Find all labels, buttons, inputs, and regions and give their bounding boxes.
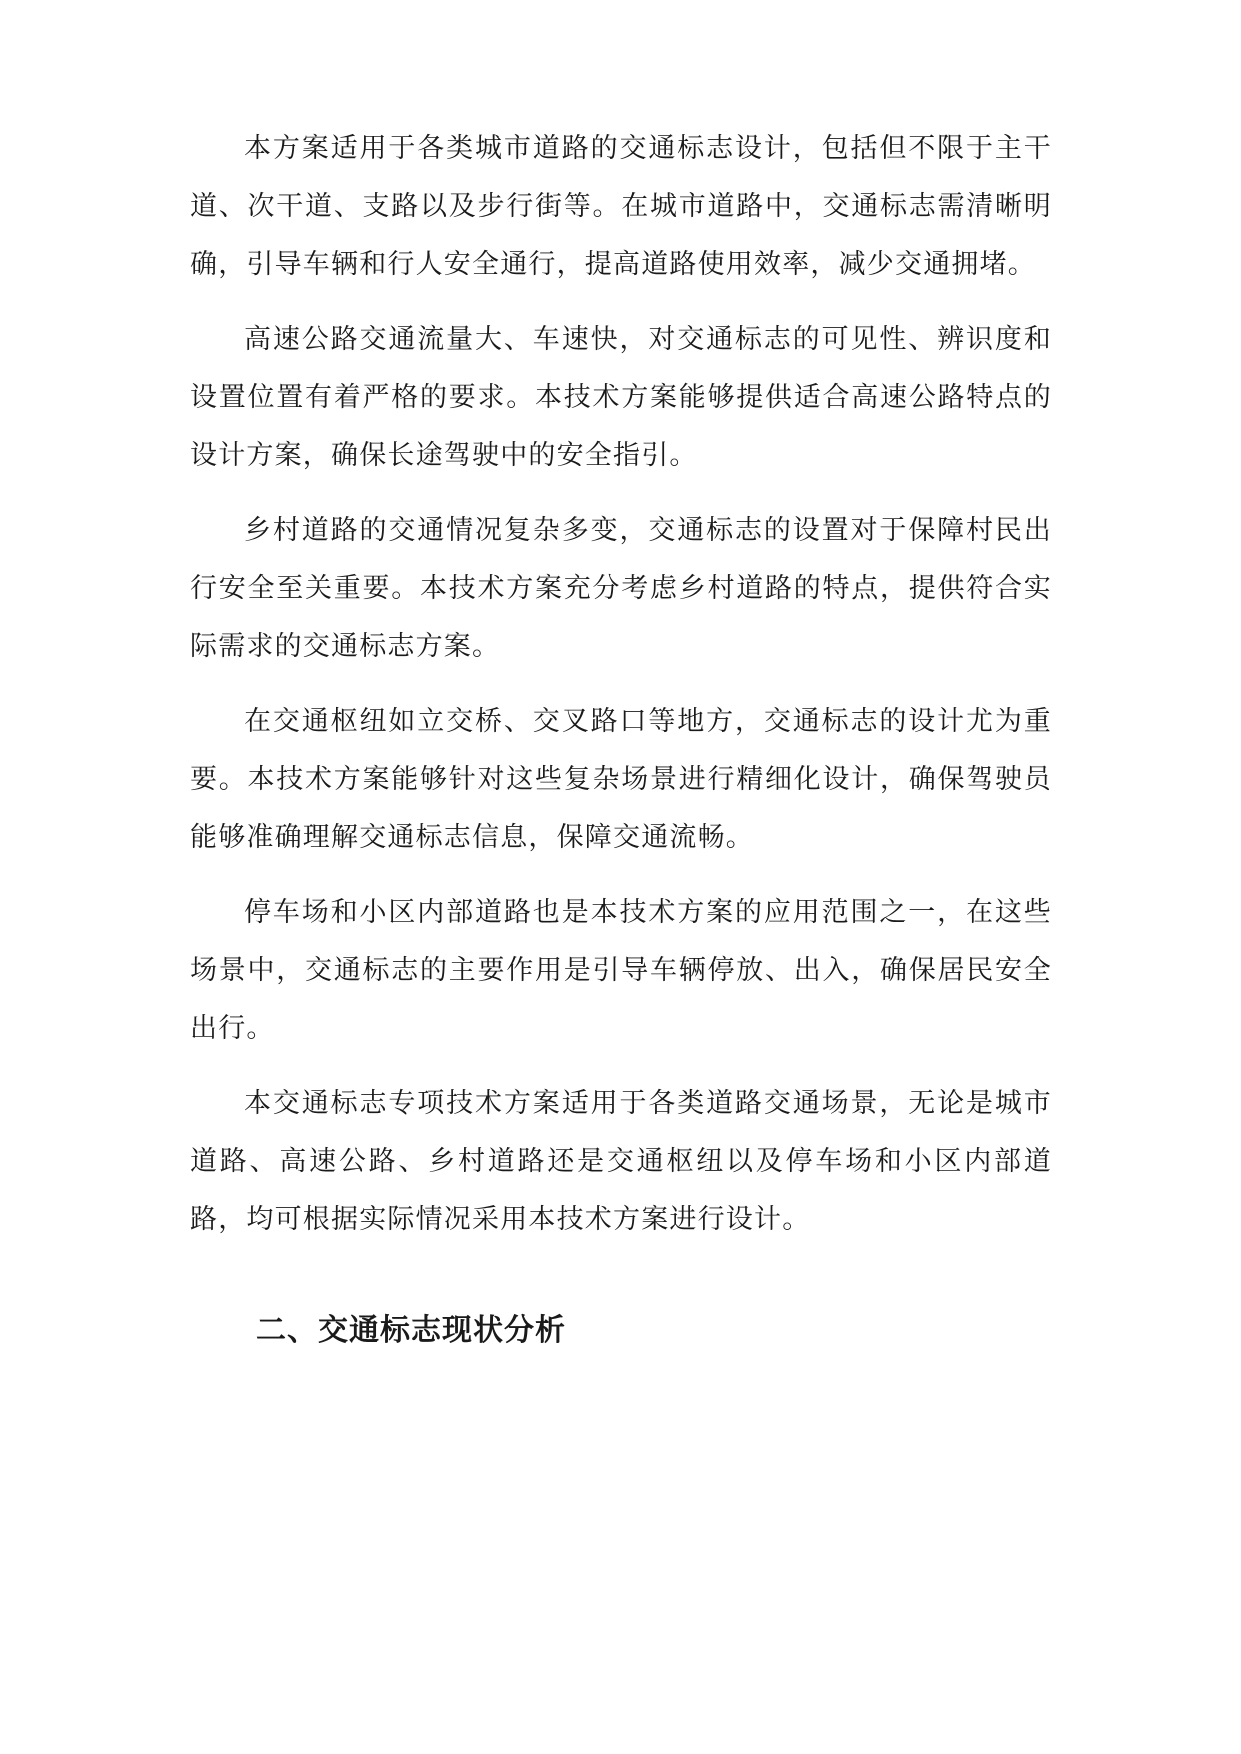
document-page	[190, 120, 1052, 1351]
paragraph-summary: 本交通标志专项技术方案适用于各类道路交通场景，无论是城市道路、高速公路、乡村道路还是交通枢纽以及停车场和小区内部道路，均可根据实际情况采用本技术方案进行设计。	[190, 1088, 1052, 1235]
paragraph-parking-residential: 停车场和小区内部道路也是本技术方案的应用范围之一，在这些场景中，交通标志的主要作用是引导车辆停放、出入，确保居民安全出行。	[190, 897, 1052, 1044]
section-heading: 二、交通标志现状分析	[256, 1313, 566, 1348]
paragraph-transport-hubs: 在交通枢纽如立交桥、交叉路口等地方，交通标志的设计尤为重要。本技术方案能够针对这些复杂场景进行精细化设计，确保驾驶员能够准确理解交通标志信息，保障交通流畅。	[190, 706, 1052, 853]
paragraph-urban-roads: 本方案适用于各类城市道路的交通标志设计，包括但不限于主干道、次干道、支路以及步行街等。在城市道路中，交通标志需清晰明确，引导车辆和行人安全通行，提高道路使用效率，减少交通拥堵。	[190, 133, 1052, 280]
paragraph-rural-roads: 乡村道路的交通情况复杂多变，交通标志的设置对于保障村民出行安全至关重要。本技术方案充分考虑乡村道路的特点，提供符合实际需求的交通标志方案。	[190, 515, 1052, 662]
paragraph-highways: 高速公路交通流量大、车速快，对交通标志的可见性、辨识度和设置位置有着严格的要求。本技术方案能够提供适合高速公路特点的设计方案，确保长途驾驶中的安全指引。	[190, 324, 1052, 471]
